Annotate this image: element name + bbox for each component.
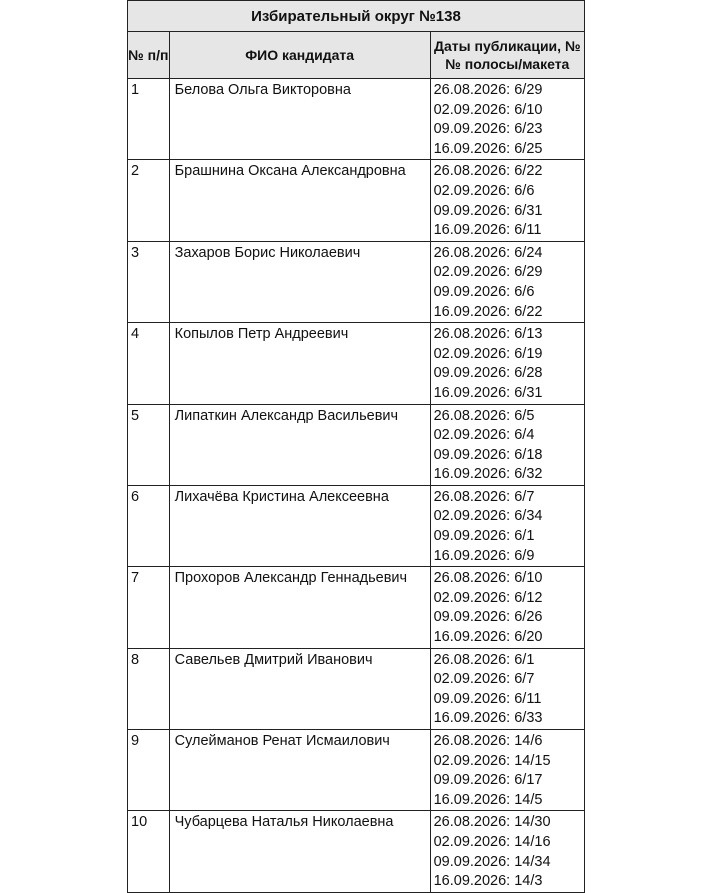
table-title: Избирательный округ №138: [128, 1, 585, 32]
publication-date-entry: 16.09.2026: 6/20: [433, 629, 543, 646]
publication-date-entry: 02.09.2026: 6/29: [433, 264, 543, 281]
publication-date-entry: 26.08.2026: 14/30: [433, 814, 551, 831]
row-number: 2: [128, 160, 170, 241]
publication-date-entry: 09.09.2026: 6/1: [433, 528, 535, 545]
candidate-name: Чубарцева Наталья Николаевна: [169, 811, 430, 892]
candidate-table-sheet: [127, 0, 585, 893]
table-header-row: [128, 32, 585, 79]
table-row: [128, 160, 585, 241]
publication-date-entry: 02.09.2026: 6/12: [433, 589, 543, 606]
publication-date-entry: 02.09.2026: 6/34: [433, 508, 543, 525]
table-row: [128, 567, 585, 648]
table-row: [128, 648, 585, 729]
row-number: 6: [128, 485, 170, 566]
publication-date-entry: 09.09.2026: 6/17: [433, 772, 543, 789]
row-number: 1: [128, 79, 170, 160]
publication-date-entry: 16.09.2026: 6/25: [433, 140, 543, 157]
publication-dates: [430, 79, 584, 160]
candidate-name: Копылов Петр Андреевич: [169, 323, 430, 404]
publication-dates: [430, 160, 584, 241]
table-title-row: [128, 1, 585, 32]
publication-date-entry: 16.09.2026: 6/31: [433, 384, 543, 401]
publication-date-entry: 16.09.2026: 6/22: [433, 303, 543, 320]
publication-date-entry: 16.09.2026: 6/32: [433, 466, 543, 483]
row-number: 8: [128, 648, 170, 729]
candidate-name: Лихачёва Кристина Алексеевна: [169, 485, 430, 566]
header-name: ФИО кандидата: [169, 32, 430, 79]
publication-date-entry: 02.09.2026: 6/10: [433, 101, 543, 118]
candidate-name: Захаров Борис Николаевич: [169, 241, 430, 322]
row-number: 5: [128, 404, 170, 485]
publication-date-entry: 26.08.2026: 14/6: [433, 733, 543, 749]
publication-date-entry: 26.08.2026: 6/24: [433, 244, 543, 261]
candidate-name: Липаткин Александр Васильевич: [169, 404, 430, 485]
publication-dates: [430, 648, 584, 729]
publication-dates: [430, 404, 584, 485]
publication-date-entry: 16.09.2026: 6/11: [433, 222, 542, 239]
row-number: 3: [128, 241, 170, 322]
publication-date-entry: 09.09.2026: 14/34: [433, 853, 551, 870]
publication-date-entry: 09.09.2026: 6/18: [433, 446, 543, 463]
header-num: № п/п: [128, 32, 170, 79]
candidate-name: Брашнина Оксана Александровна: [169, 160, 430, 241]
table-body: [128, 79, 585, 893]
publication-date-entry: 02.09.2026: 14/16: [433, 833, 551, 850]
candidate-name: Савельев Дмитрий Иванович: [169, 648, 430, 729]
table-row: [128, 79, 585, 160]
candidate-name: Прохоров Александр Геннадьевич: [169, 567, 430, 648]
publication-dates: [430, 811, 584, 892]
publication-date-entry: 26.08.2026: 6/7: [433, 488, 535, 505]
publication-date-entry: 09.09.2026: 6/11: [433, 690, 542, 707]
publication-date-entry: 09.09.2026: 6/26: [433, 609, 543, 626]
publication-date-entry: 26.08.2026: 6/5: [433, 407, 535, 424]
publication-date-entry: 09.09.2026: 6/6: [433, 283, 535, 300]
publication-date-entry: 09.09.2026: 6/23: [433, 121, 543, 138]
publication-date-entry: 16.09.2026: 14/5: [433, 791, 543, 808]
table-row: [128, 485, 585, 566]
publication-date-entry: 02.09.2026: 6/7: [433, 671, 535, 688]
table-row: [128, 404, 585, 485]
candidate-name: Белова Ольга Викторовна: [169, 79, 430, 160]
publication-date-entry: 09.09.2026: 6/31: [433, 202, 543, 219]
table-row: [128, 323, 585, 404]
publication-date-entry: 26.08.2026: 6/29: [433, 82, 543, 98]
publication-date-entry: 26.08.2026: 6/13: [433, 326, 543, 343]
publication-date-entry: 02.09.2026: 6/6: [433, 182, 535, 199]
publication-date-entry: 09.09.2026: 6/28: [433, 365, 543, 382]
candidate-name: Сулейманов Ренат Исмаилович: [169, 730, 430, 811]
row-number: 9: [128, 730, 170, 811]
publication-date-entry: 16.09.2026: 6/9: [433, 547, 535, 564]
publication-date-entry: 26.08.2026: 6/22: [433, 163, 543, 180]
publication-date-entry: 02.09.2026: 6/19: [433, 345, 543, 362]
publication-date-entry: 16.09.2026: 14/3: [433, 873, 543, 890]
row-number: 4: [128, 323, 170, 404]
publication-date-entry: 02.09.2026: 14/15: [433, 752, 551, 769]
publication-date-entry: 02.09.2026: 6/4: [433, 427, 535, 444]
publication-dates: [430, 730, 584, 811]
table-row: [128, 811, 585, 892]
publication-dates: [430, 323, 584, 404]
table-row: [128, 730, 585, 811]
row-number: 7: [128, 567, 170, 648]
publication-date-entry: 16.09.2026: 6/33: [433, 710, 543, 727]
table-row: [128, 241, 585, 322]
publication-dates: [430, 241, 584, 322]
publication-date-entry: 26.08.2026: 6/10: [433, 570, 543, 587]
header-dates: Даты публикации, №№ полосы/макета: [430, 32, 584, 79]
candidate-table: [127, 0, 585, 893]
publication-date-entry: 26.08.2026: 6/1: [433, 651, 535, 668]
publication-dates: [430, 567, 584, 648]
publication-dates: [430, 485, 584, 566]
row-number: 10: [128, 811, 170, 892]
